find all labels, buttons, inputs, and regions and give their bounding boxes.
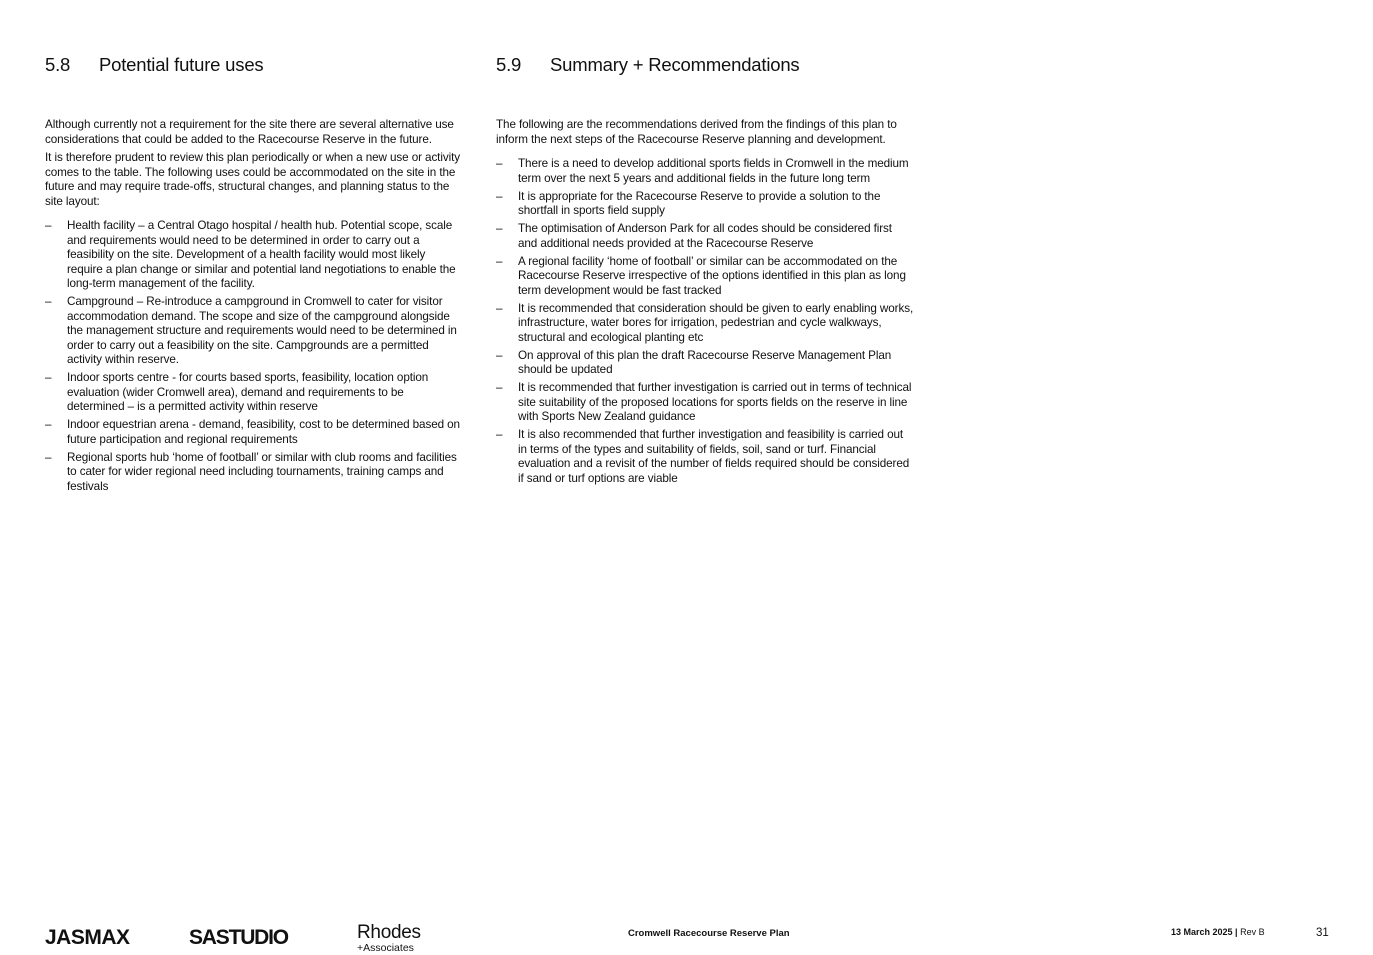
section-potential-future-uses <box>45 54 463 498</box>
page-footer <box>0 920 1373 955</box>
section-heading <box>496 54 914 76</box>
section-number: 5.8 <box>45 54 71 75</box>
page-number: 31 <box>1316 927 1329 939</box>
paragraph: It is therefore prudent to review this plan periodically or when a new use or activity comes to the table. The following uses could be accommodated on the site in the future and may require trade-offs, structural changes, and planning status to the site layout: <box>45 151 460 208</box>
rhodes-logo-suffix: +Associates <box>357 942 414 954</box>
list-item: – On approval of this plan the draft Racecourse Reserve Management Plan should be updated <box>496 349 914 378</box>
list-item: – It is recommended that further investigation is carried out in terms of technical site suitability of the proposed locations for sports fields on the reserve in line with Sports New Zealand guidance <box>496 381 914 425</box>
document-title: Cromwell Racecourse Reserve Plan <box>628 928 790 939</box>
section-summary-recommendations <box>496 54 914 490</box>
list-item: – A regional facility ‘home of football’ or similar can be accommodated on the Racecourse Reserve irrespective of the options identified in this plan as long term development would be fast tracked <box>496 255 914 299</box>
section-number: 5.9 <box>496 54 522 75</box>
revision-date <box>1171 927 1265 937</box>
list-item: – It is recommended that consideration should be given to early enabling works, infrastructure, water bores for irrigation, pedestrian and cycle walkways, structural and ecological planting etc <box>496 302 914 346</box>
section-heading <box>45 54 463 76</box>
section-body <box>45 118 463 494</box>
future-uses-list <box>45 219 463 494</box>
rhodes-associates-logo <box>357 923 421 954</box>
list-item: – It is also recommended that further investigation and feasibility is carried out in terms of the types and suitability of fields, soil, sand or turf. Financial evaluation and a revisit of the number of fields required should be considered if sand or turf options are viable <box>496 428 914 486</box>
section-title: Summary + Recommendations <box>550 54 800 75</box>
list-item: – Regional sports hub ‘home of football’ or similar with club rooms and facilities to cater for wider regional need including tournaments, training camps and festivals <box>45 451 463 495</box>
sa-studio-logo: SASTUDIO <box>189 926 288 949</box>
list-item: – The optimisation of Anderson Park for all codes should be considered first and additional needs provided at the Racecourse Reserve <box>496 222 914 251</box>
list-item: – Indoor equestrian arena - demand, feasibility, cost to be determined based on future participation and regional requirements <box>45 418 463 447</box>
date-text: 13 March 2025 <box>1171 927 1233 937</box>
date-separator: | <box>1232 927 1241 937</box>
paragraph: The following are the recommendations derived from the findings of this plan to inform the next steps of the Racecourse Reserve planning and development. <box>496 118 897 146</box>
revision-label: Rev B <box>1240 927 1265 937</box>
paragraph: Although currently not a requirement for the site there are several alternative use considerations that could be added to the Racecourse Reserve in the future. <box>45 118 454 146</box>
rhodes-logo-name: Rhodes <box>357 922 421 943</box>
list-item: – Campground – Re-introduce a campground in Cromwell to cater for visitor accommodation demand. The scope and size of the campground alongside the management structure and requirements would need to be determined in order to carry out a feasibility on the site. Campgrounds are a permitted activity within reserve. <box>45 295 463 368</box>
recommendations-list <box>496 157 914 486</box>
list-item: – It is appropriate for the Racecourse Reserve to provide a solution to the shortfall in sports field supply <box>496 190 914 219</box>
section-body <box>496 118 914 486</box>
list-item: – Health facility – a Central Otago hospital / health hub. Potential scope, scale and requirements would need to be determined in order to carry out a feasibility on the site. Development of a health facility would most likely require a plan change or similar and potential land negotiations to enable the long-term management of the facility. <box>45 219 463 292</box>
section-title: Potential future uses <box>99 54 264 75</box>
list-item: – There is a need to develop additional sports fields in Cromwell in the medium term over the next 5 years and additional fields in the future long term <box>496 157 914 186</box>
jasmax-logo: JASMAX <box>45 926 130 949</box>
list-item: – Indoor sports centre - for courts based sports, feasibility, location option evaluation (wider Cromwell area), demand and requirements to be determined – is a permitted activity within reserve <box>45 371 463 415</box>
